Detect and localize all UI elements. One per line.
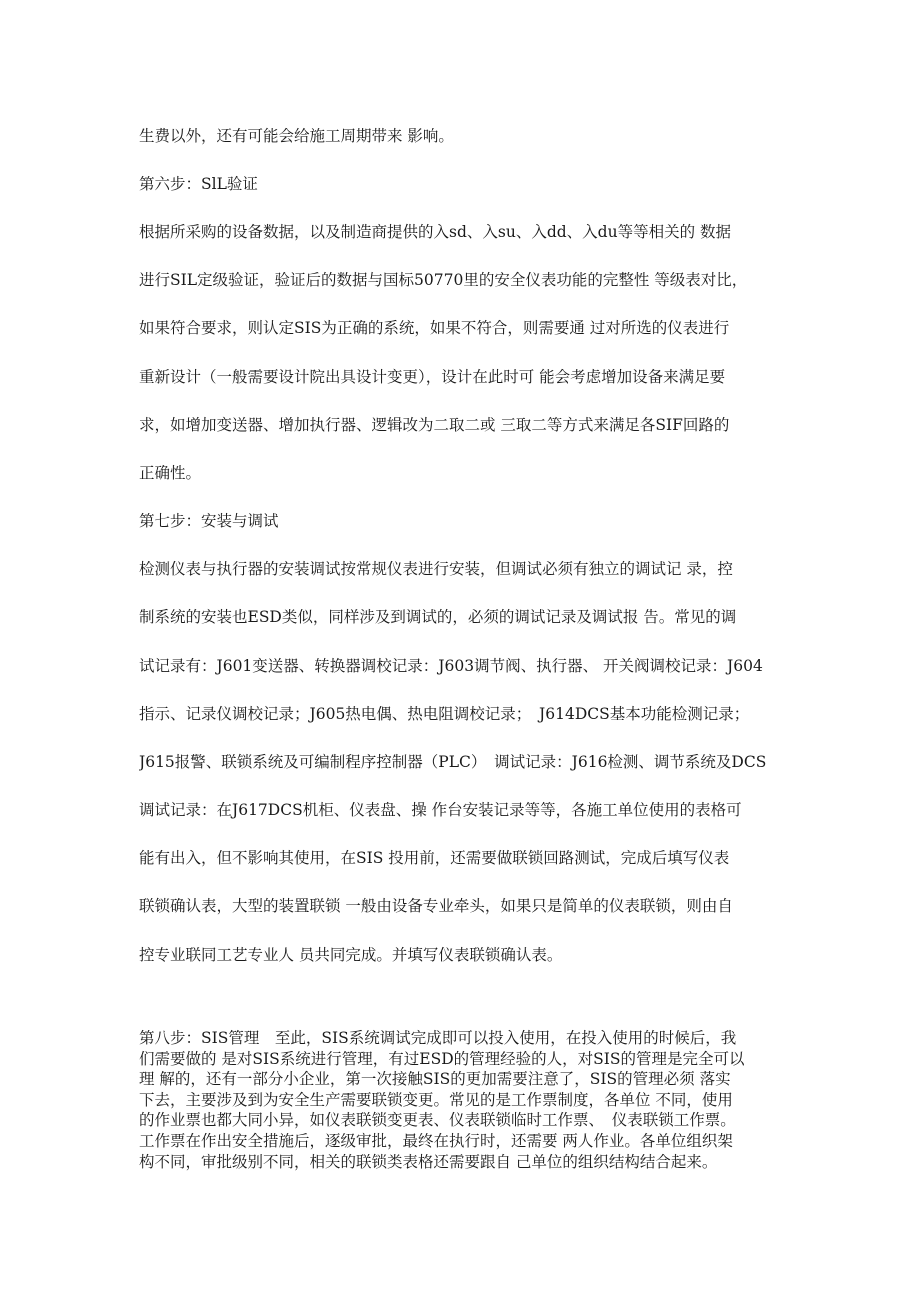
paragraph-line: 检测仪表与执行器的安装调试按常规仪表进行安装，但调试必须有独立的调试记 录，控	[139, 560, 733, 578]
paragraph-line: J615报警、联锁系统及可编制程序控制器（PLC） 调试记录：J616检测、调节系统及DCS	[139, 753, 767, 771]
paragraph-line: 构不同，审批级别不同，相关的联锁类表格还需要跟自 己单位的组织结构结合起来。	[139, 1152, 718, 1171]
paragraph-line: 调试记录：在J617DCS机柜、仪表盘、操 作台安装记录等等，各施工单位使用的表格可	[139, 801, 742, 819]
paragraph-line: 下去，主要涉及到为安全生产需要联锁变更。常见的是工作票制度，各单位 不同，使用	[139, 1090, 733, 1109]
paragraph-line: 制系统的安装也ESD类似，同样涉及到调试的，必须的调试记录及调试报 告。常见的调	[139, 608, 737, 626]
paragraph-line: 工作票在作出安全措施后，逐级审批，最终在执行时，还需要 两人作业。各单位组织架	[139, 1131, 733, 1150]
paragraph-line: 第八步：SIS管理 至此，SIS系统调试完成即可以投入使用，在投入使用的时候后，我	[139, 1029, 737, 1047]
paragraph-line: 正确性。	[139, 464, 202, 482]
paragraph-line: 重新设计（一般需要设计院出具设计变更），设计在此时可 能会考虑增加设备来满足要	[139, 368, 726, 386]
paragraph-line: 指示、记录仪调校记录；J605热电偶、热电阻调校记录； J614DCS基本功能检测记录；	[139, 705, 750, 723]
paragraph-line: 如果符合要求，则认定SIS为正确的系统，如果不符合，则需要通 过对所选的仪表进行	[139, 319, 730, 337]
section-heading: 第七步：安装与调试	[139, 512, 279, 530]
paragraph-line: 们需要做的 是对SIS系统进行管理，有过ESD的管理经验的人，对SIS的管理是完全可以	[139, 1049, 745, 1068]
paragraph-line: 根据所采购的设备数据，以及制造商提供的入sd、入su、入dd、入du等等相关的 数据	[139, 223, 731, 241]
paragraph-line: 联锁确认表，大型的装置联锁 一般由设备专业牵头，如果只是简单的仪表联锁，则由自	[139, 897, 733, 915]
paragraph-line: 进行SIL定级验证，验证后的数据与国标50770里的安全仪表功能的完整性 等级表对比，	[139, 271, 748, 289]
paragraph-line: 求，如增加变送器、增加执行器、逻辑改为二取二或 三取二等方式来满足各SIF回路的	[139, 416, 730, 434]
paragraph-line: 理 解的，还有一部分小企业，第一次接触SIS的更加需要注意了，SIS的管理必须 落实	[139, 1070, 731, 1089]
paragraph-line: 试记录有：J601变送器、转换器调校记录：J603调节阀、执行器、 开关阀调校记录：J604	[139, 657, 763, 675]
paragraph-line: 能有出入，但不影响其使用，在SIS 投用前，还需要做联锁回路测试，完成后填写仪表	[139, 849, 730, 867]
paragraph-step-8	[139, 1028, 804, 1172]
paragraph-line: 的作业票也都大同小异，如仪表联锁变更表、仪表联锁临时工作票、 仪表联锁工作票。	[139, 1111, 736, 1130]
paragraph-line: 生费以外，还有可能会给施工周期带来 影响。	[139, 127, 454, 145]
paragraph-line: 控专业联同工艺专业人 员共同完成。并填写仪表联锁确认表。	[139, 946, 563, 964]
section-heading: 第六步：SlL验证	[139, 175, 258, 193]
